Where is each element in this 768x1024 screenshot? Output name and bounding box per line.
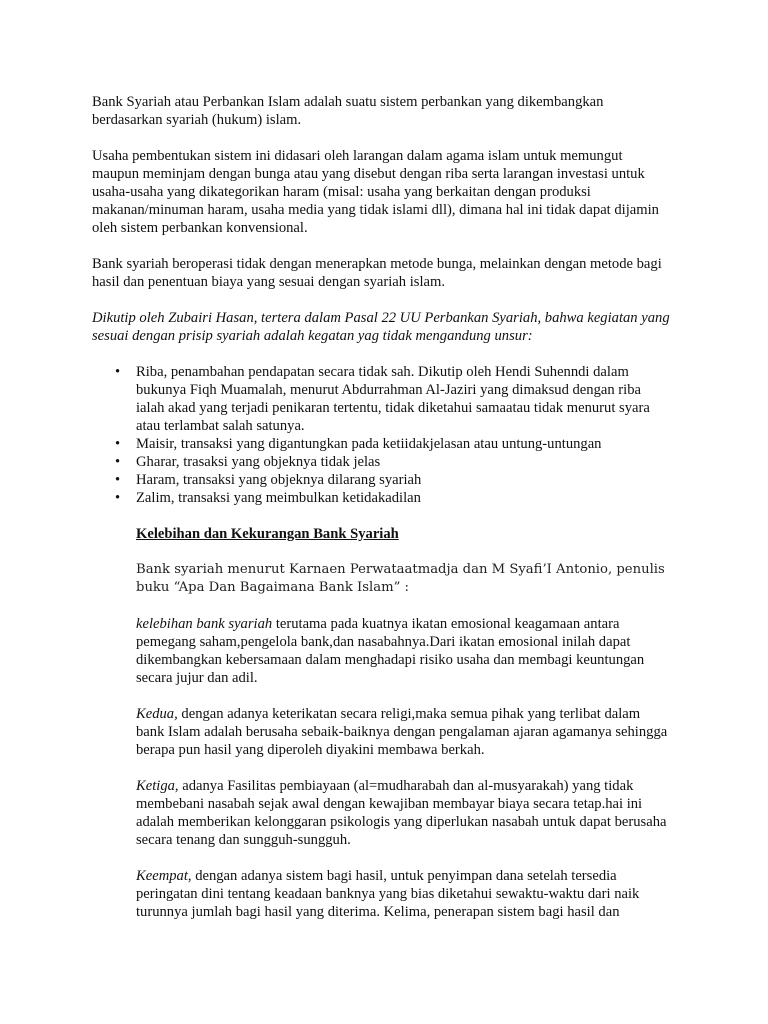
list-item-text: Gharar, trasaksi yang objeknya tidak jelas xyxy=(136,454,381,470)
list-item xyxy=(115,489,672,507)
list-item xyxy=(115,471,672,489)
point-text: terutama pada kuatnya ikatan emosional keagamaan antara pemegang saham,pengelola bank,dan nasabahnya.Dari ikatan emosional inilah dapat dikembangkan kebersamaan dalam menghadapi risiko usaha dan membagi keuntungan secara jujur dan adil. xyxy=(136,616,645,686)
point-lead: kelebihan bank syariah xyxy=(136,616,273,632)
point-lead: Kedua, xyxy=(136,706,178,722)
list-item-text: Maisir, transaksi yang digantungkan pada ketiidakjelasan atau untung-untungan xyxy=(136,436,602,452)
list-item xyxy=(115,453,672,471)
prohibited-elements-list xyxy=(92,363,672,507)
bullet-icon: • xyxy=(115,454,121,470)
point-paragraph xyxy=(136,867,672,921)
list-item-text: Haram, transaksi yang objeknya dilarang syariah xyxy=(136,472,422,488)
point-text: dengan adanya keterikatan secara religi,maka semua pihak yang terlibat dalam bank Islam adalah berusaha sebaik-baiknya dengan pengalaman ajaran agamanya sehingga berapa pun hasil yang diperoleh diyakini membawa berkah. xyxy=(136,706,668,758)
source-paragraph: Bank syariah menurut Karnaen Perwataatmadja dan M Syafi’I Antonio, penulis buku “Apa Dan Bagaimana Bank Islam” : xyxy=(136,562,665,595)
bullet-icon: • xyxy=(115,490,121,506)
document-page xyxy=(92,93,672,939)
intro-paragraph: Bank Syariah atau Perbankan Islam adalah suatu sistem perbankan yang dikembangkan berdasarkan syariah (hukum) islam. xyxy=(92,94,604,128)
list-item-text: Zalim, transaksi yang meimbulkan ketidakadilan xyxy=(136,490,421,506)
operation-paragraph: Bank syariah beroperasi tidak dengan menerapkan metode bunga, melainkan dengan metode bagi hasil dan penentuan biaya yang sesuai dengan syariah islam. xyxy=(92,256,662,290)
list-item xyxy=(115,363,672,435)
bullet-icon: • xyxy=(115,436,121,452)
advantages-section xyxy=(136,525,672,921)
point-paragraph xyxy=(136,777,672,849)
point-text: , dengan adanya sistem bagi hasil, untuk penyimpan dana setelah tersedia peringatan dini tentang keadaan banknya yang bias diketahui sewaktu-waktu dari naik turunnya jumlah bagi hasil yang diterima. Kelima, penerapan sistem bagi hasil dan xyxy=(136,868,640,920)
background-paragraph: Usaha pembentukan sistem ini didasari oleh larangan dalam agama islam untuk memungut maupun meminjam dengan bunga atau yang disebut dengan riba serta larangan investasi untuk usaha-usaha yang dikategorikan haram (misal: usaha yang berkaitan dengan produksi makanan/minuman haram, usaha media yang tidak islami dll), dimana hal ini tidak dapat dijamin oleh sistem perbankan konvensional. xyxy=(92,148,659,236)
point-lead: Keempat xyxy=(136,868,188,884)
point-text: , adanya Fasilitas pembiayaan (al=mudharabah dan al-musyarakah) yang tidak membebani nasabah sejak awal dengan kewajiban membayar biaya secara tetap.hai ini adalah memberikan kelonggaran psikologis yang diperlukan nasabah untuk dapat berusaha secara tenang dan sungguh-sungguh. xyxy=(136,778,667,848)
list-item-text: Riba, penambahan pendapatan secara tidak sah. Dikutip oleh Hendi Suhenndi dalam bukunya Fiqh Muamalah, menurut Abdurrahman Al-Jaziri yang dimaksud dengan riba ialah akad yang terjadi penikaran tertentu, tidak diketahui samaatau tidak menurut syara atau terlambat salah satunya. xyxy=(136,364,650,434)
point-paragraph xyxy=(136,705,672,759)
point-lead: Ketiga xyxy=(136,778,175,794)
quote-paragraph: Dikutip oleh Zubairi Hasan, tertera dalam Pasal 22 UU Perbankan Syariah, bahwa kegiatan yang sesuai dengan prisip syariah adalah kegatan yag tidak mengandung unsur: xyxy=(92,310,670,344)
bullet-icon: • xyxy=(115,364,121,380)
point-paragraph xyxy=(136,615,672,687)
list-item xyxy=(115,435,672,453)
bullet-icon: • xyxy=(115,472,121,488)
section-heading: Kelebihan dan Kekurangan Bank Syariah xyxy=(136,526,399,542)
